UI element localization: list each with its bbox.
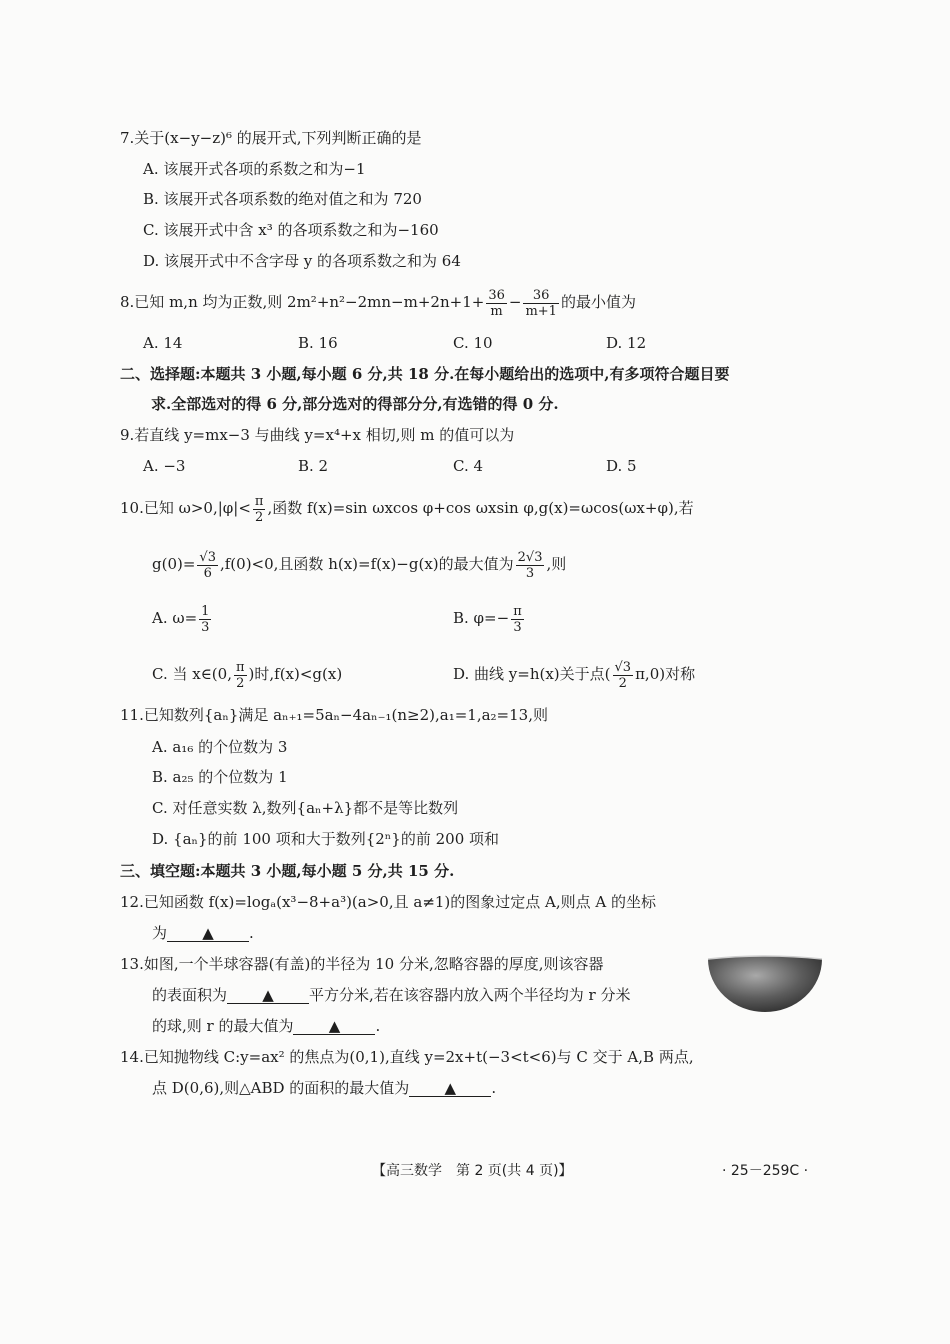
q7-option-d: D. 该展开式中不含字母 y 的各项系数之和为 64 xyxy=(143,252,461,270)
q14-text: 点 D(0,6),则△ABD 的面积的最大值为 xyxy=(152,1079,410,1097)
q10-2sqrt3-over-3 xyxy=(516,550,545,581)
q13-answer-blank-2[interactable] xyxy=(293,1018,375,1035)
q10-text-2a: g(0)= xyxy=(152,555,196,573)
q13-period: . xyxy=(375,1017,381,1035)
q10-opt-c-text: C. 当 x∈(0, xyxy=(152,665,232,683)
q8-stem xyxy=(120,284,636,320)
q10-frac-num: π xyxy=(513,603,522,619)
q10-frac-den: 2 xyxy=(618,675,627,691)
q10-frac-den: 3 xyxy=(525,565,535,581)
q7-option-c: C. 该展开式中含 x³ 的各项系数之和为−160 xyxy=(143,221,439,239)
q10-text-1a: 10.已知 ω>0,|φ|< xyxy=(120,499,251,517)
q10-opt-c-end: )时,f(x)<g(x) xyxy=(248,665,343,683)
q10-frac-num: √3 xyxy=(614,659,632,675)
q10-pi-over-3 xyxy=(511,604,524,635)
q13-line-1: 13.如图,一个半球容器(有盖)的半径为 10 分米,忽略容器的厚度,则该容器 xyxy=(120,955,604,973)
q10-frac-den: 6 xyxy=(203,565,212,581)
q10-frac-num: π xyxy=(235,659,245,675)
q8-option-d: D. 12 xyxy=(606,334,647,352)
q11-option-d: D. {aₙ}的前 100 项和大于数列{2ⁿ}的前 200 项和 xyxy=(152,830,500,848)
q10-frac-num: π xyxy=(254,493,264,509)
q9-stem: 9.若直线 y=mx−3 与曲线 y=x⁴+x 相切,则 m 的值可以为 xyxy=(120,426,515,444)
q11-option-c: C. 对任意实数 λ,数列{aₙ+λ}都不是等比数列 xyxy=(152,799,459,817)
q8-f2-den: m+1 xyxy=(525,303,557,319)
q10-text-1b: ,函数 f(x)=sin ωxcos φ+cos ωxsin φ,g(x)=ωcos(ωx+φ),若 xyxy=(267,499,694,517)
q9-option-b: B. 2 xyxy=(298,457,329,475)
section-2-instructions: 求.全部选对的得 6 分,部分选对的得部分分,有选错的得 0 分. xyxy=(151,395,559,413)
q14-period: . xyxy=(491,1079,497,1097)
section-2-heading: 二、选择题:本题共 3 小题,每小题 6 分,共 18 分.在每小题给出的选项中,有多项符合题目要 xyxy=(120,365,730,383)
q13-line-2 xyxy=(152,985,631,1005)
q12-answer-blank[interactable] xyxy=(167,925,249,942)
q10-text-2c: ,则 xyxy=(546,555,567,573)
q12-line-2 xyxy=(152,923,254,943)
q9-option-d: D. 5 xyxy=(606,457,637,475)
q10-one-third xyxy=(199,604,211,635)
q10-sqrt3-over-6 xyxy=(197,550,218,581)
q12-text: 为 xyxy=(152,924,168,942)
q7-stem: 7.关于(x−y−z)⁶ 的展开式,下列判断正确的是 xyxy=(120,129,422,147)
q10-opt-a-text: A. ω= xyxy=(152,609,198,627)
q7-option-b: B. 该展开式各项系数的绝对值之和为 720 xyxy=(143,190,422,208)
q12-period: . xyxy=(249,924,254,942)
q8-option-b: B. 16 xyxy=(298,334,338,352)
q10-opt-d-end: π,0)对称 xyxy=(635,665,696,683)
section-3-heading: 三、填空题:本题共 3 小题,每小题 5 分,共 15 分. xyxy=(120,862,455,880)
q10-opt-b-text: B. φ=− xyxy=(453,609,510,627)
q13-text-b: 平方分米,若在该容器内放入两个半径均为 r 分米 xyxy=(309,986,631,1004)
q12-line-1: 12.已知函数 f(x)=logₐ(x³−8+a³)(a>0,且 a≠1)的图象过定点 A,则点 A 的坐标 xyxy=(120,893,657,911)
q10-frac-den: 2 xyxy=(236,675,245,691)
q10-sqrt3-over-2 xyxy=(613,660,634,691)
q11-option-b: B. a₂₅ 的个位数为 1 xyxy=(152,768,288,786)
q9-option-c: C. 4 xyxy=(453,457,484,475)
q14-line-2 xyxy=(152,1078,496,1098)
triangle-icon: ▲ xyxy=(262,986,274,1004)
q10-frac-num: 1 xyxy=(201,603,210,619)
q10-pi-over-2 xyxy=(234,660,247,691)
q14-line-1: 14.已知抛物线 C:y=ax² 的焦点为(0,1),直线 y=2x+t(−3<t<6)与 C 交于 A,B 两点, xyxy=(120,1048,694,1066)
q10-option-c xyxy=(152,655,342,693)
triangle-icon: ▲ xyxy=(202,924,214,942)
q8-stem-text: 8.已知 m,n 均为正数,则 2m²+n²−2mn−m+2n+1+ xyxy=(120,293,485,311)
q10-frac-den: 3 xyxy=(513,619,522,635)
q10-option-a xyxy=(152,600,213,636)
q10-line-1 xyxy=(120,490,694,526)
q8-f2-num: 36 xyxy=(523,288,559,304)
q7-option-a: A. 该展开式各项的系数之和为−1 xyxy=(143,160,366,178)
q10-option-b xyxy=(453,600,526,636)
q9-option-a: A. −3 xyxy=(143,457,186,475)
page-footer: 【高三数学 第 2 页(共 4 页)】 xyxy=(372,1163,573,1179)
q13-text-c: 的球,则 r 的最大值为 xyxy=(152,1017,294,1035)
paper-code: · 25－259C · xyxy=(722,1163,809,1179)
q11-stem: 11.已知数列{aₙ}满足 aₙ₊₁=5aₙ−4aₙ₋₁(n≥2),a₁=1,a₂=13,则 xyxy=(120,706,548,724)
q8-option-a: A. 14 xyxy=(143,334,183,352)
q8-fraction-1 xyxy=(486,288,507,319)
q8-option-c: C. 10 xyxy=(453,334,493,352)
hemisphere-container-image xyxy=(706,953,824,1013)
triangle-icon: ▲ xyxy=(444,1079,457,1097)
q10-line-2 xyxy=(152,545,566,583)
q8-stem-end: 的最小值为 xyxy=(560,293,636,311)
q8-minus: − xyxy=(508,293,522,311)
q8-f1-num: 36 xyxy=(488,287,505,303)
q10-frac-num: √3 xyxy=(199,549,216,565)
q11-option-a: A. a₁₆ 的个位数为 3 xyxy=(152,738,288,756)
q10-frac-den: 3 xyxy=(201,619,210,635)
q10-option-d xyxy=(453,655,695,693)
q10-opt-d-text: D. 曲线 y=h(x)关于点( xyxy=(453,665,611,683)
q10-pi-over-2 xyxy=(253,494,266,525)
q14-answer-blank[interactable] xyxy=(409,1080,491,1097)
q13-line-3 xyxy=(152,1016,380,1036)
q10-frac-den: 2 xyxy=(255,509,264,525)
q13-answer-blank-1[interactable] xyxy=(227,987,309,1004)
triangle-icon: ▲ xyxy=(328,1017,341,1035)
q10-text-2b: ,f(0)<0,且函数 h(x)=f(x)−g(x)的最大值为 xyxy=(219,555,514,573)
q13-text-a: 的表面积为 xyxy=(152,986,228,1004)
q8-f1-den: m xyxy=(490,303,503,319)
q10-frac-num: 2√3 xyxy=(517,549,543,565)
q8-fraction-2 xyxy=(523,288,559,319)
